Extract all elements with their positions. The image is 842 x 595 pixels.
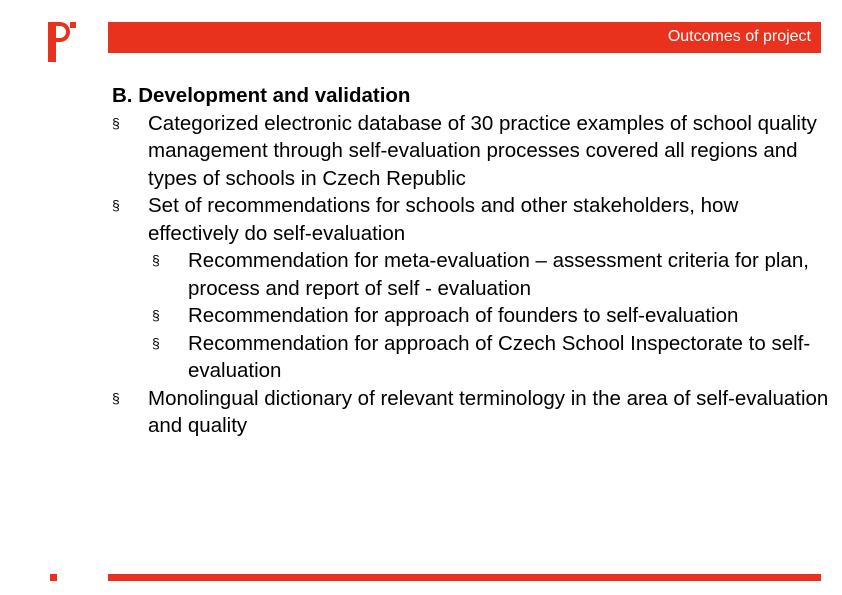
sub-list-item-text: Recommendation for approach of Czech School Inspectorate to self-evaluation xyxy=(188,331,811,382)
list-item-text: Monolingual dictionary of relevant terminology in the area of self-evaluation and quality xyxy=(148,386,829,437)
bullet-icon: § xyxy=(152,307,160,323)
bullet-icon: § xyxy=(152,334,160,351)
list-item-text: Set of recommendations for schools and other stakeholders, how effectively do self-evaluation xyxy=(148,194,739,245)
sub-list-item-text: Recommendation for approach of founders to self-evaluation xyxy=(188,304,739,327)
page-title: Outcomes of project xyxy=(667,28,811,45)
list-item xyxy=(112,110,832,193)
bullet-icon: § xyxy=(112,114,120,131)
footer-square xyxy=(50,574,57,581)
list-item xyxy=(112,385,832,440)
sub-list-item xyxy=(112,247,832,302)
sub-list-item-text: Recommendation for meta-evaluation – assessment criteria for plan, process and report of self - evaluation xyxy=(188,249,809,300)
list-item-text: Categorized electronic database of 30 practice examples of school quality management through self-evaluation processes covered all regions and types of schools in Czech Republic xyxy=(148,111,817,190)
footer-bar xyxy=(108,574,821,581)
list-item xyxy=(112,192,832,247)
header-bar xyxy=(108,22,821,53)
section-heading: B. Development and validation xyxy=(112,84,411,107)
sub-list-item xyxy=(112,330,832,385)
logo-text: AE xyxy=(62,45,78,57)
sub-list-item xyxy=(112,302,832,330)
bullet-icon: § xyxy=(112,389,120,406)
bullet-icon: § xyxy=(112,197,120,213)
bullet-icon: § xyxy=(152,252,160,268)
slide-content xyxy=(112,82,832,440)
